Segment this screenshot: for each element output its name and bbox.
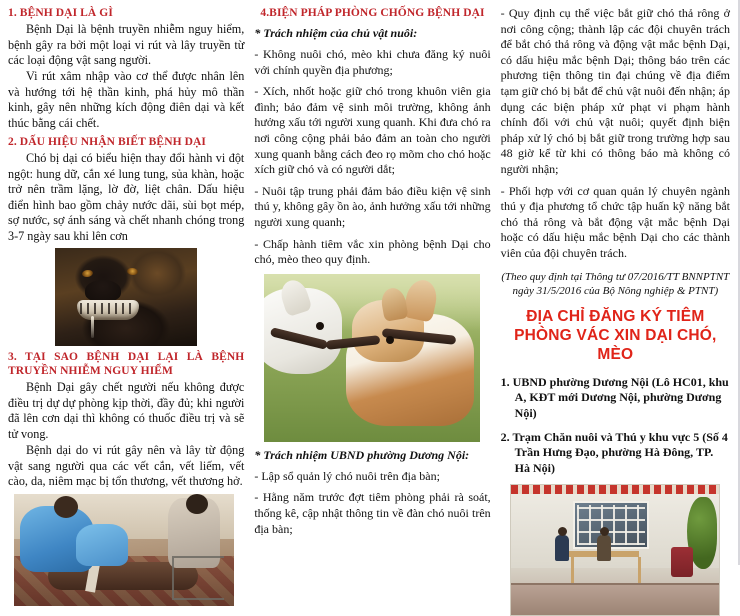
section-4-heading: 4.BIỆN PHÁP PHÒNG CHỐNG BỆNH DẠI (260, 7, 485, 19)
muzzled-dogs-photo (264, 274, 480, 442)
vaccination-station-photo (510, 484, 720, 616)
staff-person-2 (597, 535, 611, 561)
building-roof-banner (511, 485, 719, 494)
ubnd-bullet-1: - Lập sổ quản lý chó nuôi trên địa bàn; (254, 468, 440, 483)
section-1-heading: 1. BỆNH DẠI LÀ GÌ (8, 7, 113, 19)
section-2-paragraph-1: Chó bị dại có biểu hiện thay đổi hành vi đột ngột: hung dữ, cắn xé lung tung, sủa khàn, hoặc trở nên trầm lặng, lờ đờ, liệt chân. Dấu hiệu điển hình bao gồm chảy nước dãi, sùi bọt mép, sợ nước, sợ ánh sáng và chết nhanh chóng trong 3-7 ngày sau khi lên cơn (8, 151, 245, 243)
dog-teeth (77, 300, 139, 320)
ubnd-bullet-2: - Hằng năm trước đợt tiêm phòng phải rà soát, thống kê, cập nhật thông tin về đàn chó nuôi trên địa bàn; (254, 490, 491, 536)
owner-responsibility-subheading: * Trách nhiệm của chủ vật nuôi: (254, 26, 418, 41)
three-column-layout (8, 6, 730, 561)
section-1-paragraph-1: Bệnh Dại là bệnh truyền nhiễm nguy hiểm, bệnh gây ra bởi một loại vi rút và lây truyền từ các loại động vật sang người. (8, 22, 245, 67)
vaccination-address-2: 2. Trạm Chăn nuôi và Thú y khu vực 5 (Số 4 Trần Hưng Đạo, phường Hà Đông, TP. Hà Nội) (500, 429, 728, 475)
medical-staff-head-right (186, 494, 208, 514)
section-3-paragraph-2: Bệnh dại do vi rút gây nên và lây từ động vật sang người qua các vết cắn, vết liếm, vết cào, da, niêm mạc bị tổn thương, vết thương hở. (8, 443, 245, 489)
owner-bullet-1: - Không nuôi chó, mèo khi chưa đăng ký nuôi với chính quyền địa phương; (254, 47, 491, 77)
vaccination-address-title: ĐỊA CHỈ ĐĂNG KÝ TIÊM PHÒNG VÁC XIN DẠI CHÓ, MÈO (514, 308, 717, 363)
ubnd-bullet-3: - Quy định cụ thể việc bắt giữ chó thả rông ở nơi công cộng; thành lập các đội chuyên trách để bắt chó thả rông và động vật mắc bệnh Dại, có dấu hiệu mắc bệnh Dại; thông báo trên các phương tiện thông tin đại chúng về địa điểm tạm giữ chó bị bắt để chủ vật nuôi đến nhận; áp dụng các biện pháp xử phạt vi phạm hành chính đối với chủ vật nuôi; quyết định biện pháp xử lý chó bị bắt giữ trong trường hợp sau 48 giờ kể từ khi có thông báo mà không có người nhận; (500, 6, 730, 176)
owner-bullet-4: - Chấp hành tiêm vắc xin phòng bệnh Dại cho chó, mèo theo quy định. (254, 236, 491, 267)
section-3-heading: 3. TẠI SAO BỆNH DẠI LẠI LÀ BỆNH TRUYỀN NHIỄM NGUY HIỂM (8, 351, 245, 378)
medical-staff-head-1 (54, 496, 78, 518)
vaccination-address-1: 1. UBND phường Dương Nội (Lô HC01, khu A, KĐT mới Dương Nội, phường Dương Nội) (500, 374, 729, 420)
dog-eye-right (127, 268, 139, 276)
section-2-heading: 2. DẤU HIỆU NHẬN BIẾT BỆNH DẠI (8, 136, 206, 149)
medical-staff-gown-2 (76, 524, 128, 566)
dog-drool (91, 316, 94, 338)
right-column (501, 6, 730, 561)
bed-rail (172, 556, 224, 600)
ubnd-bullet-4: - Phối hợp với cơ quan quản lý chuyên ngành thú y địa phương tổ chức tập huấn kỹ năng bắt chó thả rông và bắt động vật mắc bệnh Dại hoặc có dấu hiệu mắc bệnh Dại cho các thành viên của đội chuyên trách. (500, 183, 730, 260)
staff-person-1 (555, 535, 569, 561)
owner-bullet-2: - Xích, nhốt hoặc giữ chó trong khuôn viên gia đình; bảo đảm vệ sinh môi trường, không ảnh hưởng xấu tới người xung quanh. Khi đưa chó ra nơi công cộng phải bảo đảm an toàn cho người xung quanh bằng cách đeo rọ mõm cho chó hoặc xích giữ chó và có người dắt; (254, 84, 491, 177)
dog-snout (85, 280, 121, 302)
middle-column (254, 6, 490, 561)
legal-citation: (Theo quy định tại Thông tư 07/2016/TT BNNPTNT ngày 31/5/2016 của Bộ Nông nghiệp & PTNT) (501, 270, 730, 297)
medical-treatment-photo (14, 494, 234, 606)
section-1-paragraph-2: Vi rút xâm nhập vào cơ thể được nhân lên và hướng tới hệ thần kinh, phá hủy mô thần kinh, gây nên những kích động điên dại và kết thúc bằng cái chết. (8, 69, 245, 130)
ubnd-responsibility-subheading: * Trách nhiệm UBND phường Dương Nội: (254, 447, 470, 462)
section-3-paragraph-1: Bệnh Dại gây chết người nếu không được điều trị dự dự phòng kịp thời, đầy đủ; khi người đã lên cơn dại thì không có thuốc điều trị và sẽ tử vong. (8, 380, 245, 441)
snarling-dog-photo (55, 248, 197, 346)
building-window (573, 501, 649, 549)
courtyard-ground (511, 583, 719, 615)
red-folding-chair (671, 547, 693, 577)
dog-eye-left (82, 270, 94, 278)
owner-bullet-3: - Nuôi tập trung phải đảm bảo điều kiện vệ sinh thú y, không gây ồn ào, ảnh hưởng xấu tới những người xung quanh; (254, 183, 491, 229)
left-column (8, 6, 244, 561)
